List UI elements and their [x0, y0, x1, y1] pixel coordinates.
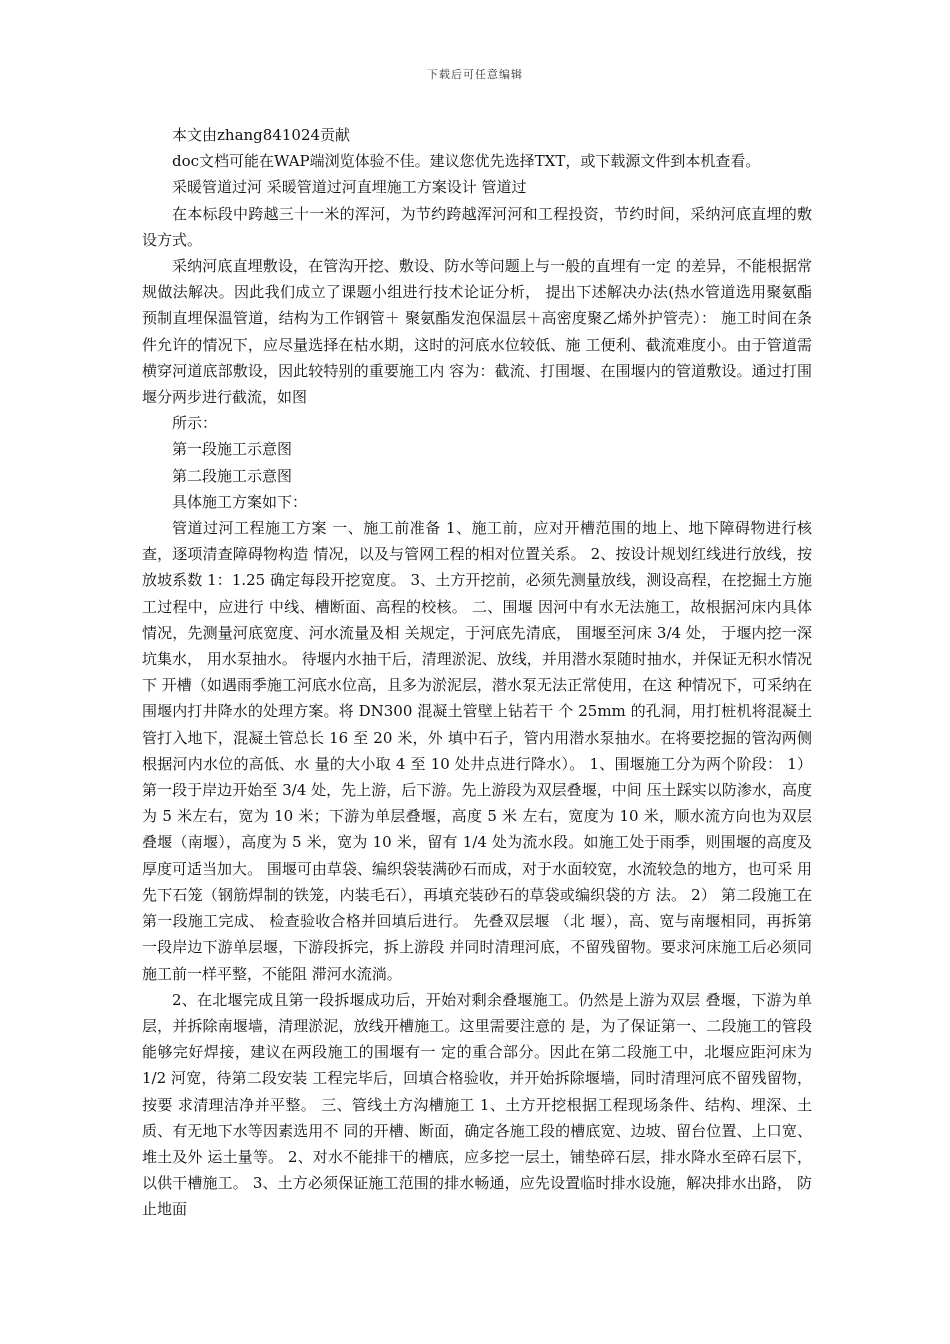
contributor-line: 本文由zhang841024贡献: [172, 126, 351, 144]
page-header-note: 下载后可任意编辑: [427, 68, 523, 81]
paragraph-construction-plan: 管道过河工程施工方案 一、施工前准备 1、施工前，应对开槽范围的地上、地下障碍物进行核查，逐项清查障碍物构造 情况，以及与管网工程的相对位置关系。 2、按设计规划红线进行放线，按放坡系数 1：1.25 确定每段开挖宽度。 3、土方开挖前，必须先测量放线，测设高程，在挖掘土方施工过程中，应进行 中线、槽断面、高程的校核。 二、围堰 因河中有水无法施工，故根据河床内具体情况，先测量河底宽度、河水流量及相 关规定，于河底先清底， 围堰至河床 3/4 处， 于堰内挖一深坑集水， 用水泵抽水。 待堰内水抽干后，清理淤泥、放线，并用潜水泵随时抽水，并保证无积水情况下 开槽（如遇雨季施工河底水位高，且多为淤泥层，潜水泵无法正常使用，在这 种情况下，可采纳在围堰内打井降水的处理方案。将 DN300 混凝土管壁上钻若干 个 25mm 的孔洞，用打桩机将混凝土管打入地下，混凝土管总长 16 至 20 米，外 填中石子，管内用潜水泵抽水。在将要挖掘的管沟两侧根据河内水位的高低、水 量的大小取 4 至 10 处井点进行降水）。 1、围堰施工分为两个阶段： 1）第一段于岸边开始至 3/4 处，先上游，后下游。先上游段为双层叠堰，中间 压土踩实以防渗水，高度为 5 米左右，宽为 10 米；下游为单层叠堰，高度 5 米 左右，宽度为 10 米，顺水流方向也为双层叠堰（南堰），高度为 5 米，宽为 10 米，留有 1/4 处为流水段。如施工处于雨季，则围堰的高度及厚度可适当加大。 围堰可由草袋、编织袋装满砂石而成，对于水面较宽，水流较急的地方，也可采 用先下石笼（钢筋焊制的铁笼，内装毛石），再填充装砂石的草袋或编织袋的方 法。 2） 第二段施工在第一段施工完成、 检查验收合格并回填后进行。 先叠双层堰 （北 堰），高、宽与南堰相同，再拆第一段岸边下游单层堰，下游段拆完，拆上游段 并同时清理河底，不留残留物。要求河床施工后必须同施工前一样平整，不能阻 滞河水流淌。: [142, 519, 812, 983]
format-notice: doc文档可能在WAP端浏览体验不佳。建议您优先选择TXT，或下载源文件到本机查看。: [172, 152, 761, 171]
paragraph-method: 采纳河底直埋敷设，在管沟开挖、敷设、防水等问题上与一般的直埋有一定 的差异，不能根据常规做法解决。因此我们成立了课题小组进行技术论证分析， 提出下述解决办法(热水管道选用聚氨酯预制直埋保温管道，结构为工作钢管＋ 聚氨酯发泡保温层＋高密度聚乙烯外护管壳）： 施工时间在条件允许的情况下，应尽量选择在枯水期，这时的河底水位较低、施 工便利、截流难度小。由于管道需横穿河道底部敷设，因此较特别的重要施工内 容为：截流、打围堰、在围堰内的管道敷设。通过打围堰分两步进行截流，如图: [142, 257, 812, 407]
document-body: [142, 122, 812, 1223]
figure-caption-stage-1: 第一段施工示意图: [172, 440, 293, 459]
paragraph-intro: 在本标段中跨越三十一米的浑河，为节约跨越浑河河和工程投资，节约时间，采纳河底直埋的敷设方式。: [142, 204, 812, 249]
document-title-line: 采暖管道过河 采暖管道过河直埋施工方案设计 管道过: [172, 178, 527, 197]
figure-caption-stage-2: 第二段施工示意图: [172, 466, 293, 485]
paragraph-as-shown: 所示：: [172, 414, 218, 433]
paragraph-stage-two: 2、在北堰完成且第一段拆堰成功后，开始对剩余叠堰施工。仍然是上游为双层 叠堰，下游为单层，并拆除南堰墙，清理淤泥，放线开槽施工。这里需要注意的 是，为了保证第一、二段施工的管段能够完好焊接，建议在两段施工的围堰有一 定的重合部分。因此在第二段施工中，北堰应距河床为 1/2 河宽，待第二段安装 工程完毕后，回填合格验收，并开始拆除堰墙，同时清理河底不留残留物，按要 求清理洁净并平整。 三、管线土方沟槽施工 1、土方开挖根据工程现场条件、结构、埋深、土质、有无地下水等因素选用不 同的开槽、断面，确定各施工段的槽底宽、边坡、留台位置、上口宽、堆土及外 运土量等。 2、对水不能排干的槽底，应多挖一层土，铺垫碎石层，排水降水至碎石层下， 以供干槽施工。 3、土方必须保证施工范围的排水畅通，应先设置临时排水设施，解决排水出路， 防止地面: [142, 990, 812, 1219]
paragraph-plan-heading: 具体施工方案如下：: [172, 492, 308, 511]
